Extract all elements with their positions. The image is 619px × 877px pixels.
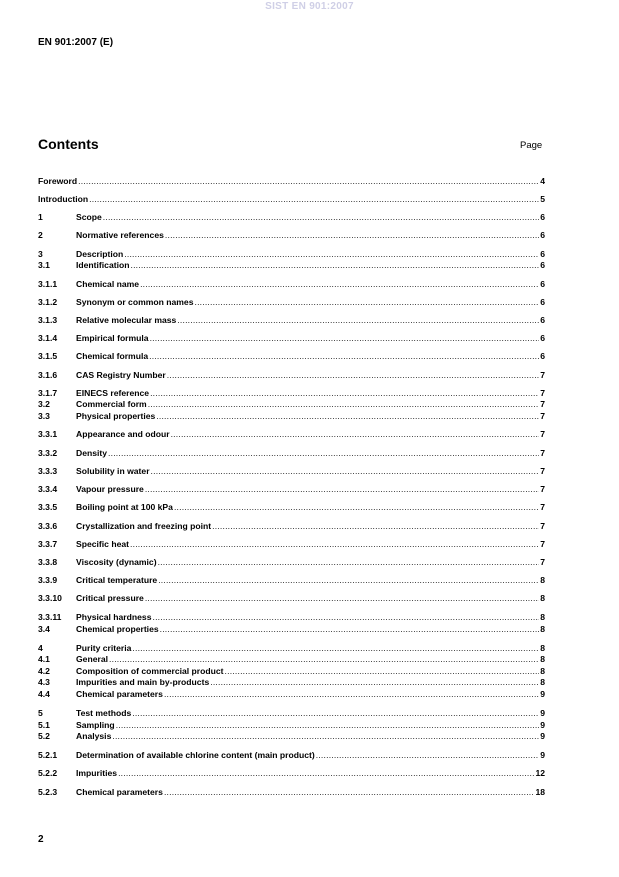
toc-entry-number: 3.1.7 — [38, 388, 58, 398]
toc-entry-page: 9 — [540, 720, 545, 730]
toc-entry-number: 3.1.6 — [38, 370, 58, 380]
toc-entry-page: 8 — [540, 677, 545, 687]
toc-entry-title: Solubility in water — [76, 466, 150, 476]
watermark: SIST EN 901:2007 — [265, 1, 354, 12]
toc-dot-leader — [158, 575, 539, 586]
toc-entry-number: 3.3 — [38, 411, 50, 421]
toc-entry-page: 8 — [540, 593, 545, 603]
toc-entry-page: 6 — [540, 279, 545, 289]
toc-entry[interactable] — [38, 612, 545, 623]
toc-dot-leader — [164, 689, 539, 700]
toc-entry-title: General — [76, 654, 109, 664]
toc-entry-number: 3.3.11 — [38, 612, 62, 622]
toc-entry-number: 3.4 — [38, 624, 50, 634]
toc-entry-page: 8 — [540, 654, 545, 664]
page-column-label: Page — [520, 140, 543, 151]
toc-entry[interactable] — [38, 708, 545, 719]
toc-entry[interactable] — [38, 466, 545, 477]
toc-entry-number: 5 — [38, 708, 43, 718]
toc-entry[interactable] — [38, 194, 545, 205]
toc-entry-title: Identification — [76, 260, 130, 270]
toc-entry[interactable] — [38, 557, 545, 568]
toc-entry-title: Impurities — [76, 768, 118, 778]
toc-entry[interactable] — [38, 643, 545, 654]
toc-entry-title: Density — [76, 448, 108, 458]
toc-dot-leader — [212, 521, 539, 532]
toc-entry[interactable] — [38, 768, 545, 779]
toc-entry[interactable] — [38, 677, 545, 688]
toc-entry-page: 8 — [540, 643, 545, 653]
toc-dot-leader — [78, 176, 539, 187]
toc-entry[interactable] — [38, 689, 545, 700]
toc-dot-leader — [150, 333, 540, 344]
toc-dot-leader — [167, 370, 539, 381]
toc-entry-number: 3.1.2 — [38, 297, 58, 307]
toc-entry-title: Crystallization and freezing point — [76, 521, 212, 531]
toc-entry-number: 4.4 — [38, 689, 50, 699]
toc-dot-leader — [165, 230, 539, 241]
toc-entry-page: 7 — [540, 466, 545, 476]
toc-entry-page: 7 — [540, 448, 545, 458]
toc-entry-number: 3.3.9 — [38, 575, 58, 585]
toc-entry-number: 4.1 — [38, 654, 50, 664]
toc-entry-title: Viscosity (dynamic) — [76, 557, 157, 567]
toc-entry[interactable] — [38, 230, 545, 241]
toc-entry[interactable] — [38, 502, 545, 513]
toc-dot-leader — [112, 731, 539, 742]
toc-entry-page: 6 — [540, 333, 545, 343]
toc-dot-leader — [132, 643, 539, 654]
toc-dot-leader — [149, 351, 539, 362]
toc-entry-title: EINECS reference — [76, 388, 150, 398]
toc-dot-leader — [156, 411, 539, 422]
toc-entry-page: 9 — [540, 708, 545, 718]
toc-entry-number: 3.3.1 — [38, 429, 58, 439]
toc-entry[interactable] — [38, 176, 545, 187]
toc-entry-page: 9 — [540, 750, 545, 760]
toc-entry-number: 4.2 — [38, 666, 50, 676]
toc-entry-page: 7 — [540, 484, 545, 494]
toc-entry-title: Specific heat — [76, 539, 130, 549]
toc-entry-page: 7 — [540, 399, 545, 409]
toc-entry-title: Analysis — [76, 731, 112, 741]
toc-dot-leader — [124, 249, 539, 260]
toc-entry-page: 7 — [540, 411, 545, 421]
toc-dot-leader — [174, 502, 539, 513]
toc-dot-leader — [116, 720, 540, 731]
toc-entry[interactable] — [38, 212, 545, 223]
toc-dot-leader — [152, 612, 539, 623]
toc-dot-leader — [145, 484, 539, 495]
toc-entry-title: Description — [76, 249, 124, 259]
toc-entry-number: 3.1 — [38, 260, 50, 270]
toc-entry-page: 7 — [540, 557, 545, 567]
toc-entry-page: 9 — [540, 689, 545, 699]
toc-dot-leader — [177, 315, 539, 326]
toc-dot-leader — [108, 448, 539, 459]
toc-entry-page: 6 — [540, 315, 545, 325]
toc-entry-title: Chemical formula — [76, 351, 149, 361]
toc-entry-number: 3.1.4 — [38, 333, 58, 343]
toc-entry-page: 4 — [540, 176, 545, 186]
toc-entry-title: Chemical parameters — [76, 689, 163, 699]
toc-entry[interactable] — [38, 731, 545, 742]
toc-entry-number: 3.3.2 — [38, 448, 58, 458]
toc-entry[interactable] — [38, 787, 545, 798]
toc-entry-title: Boiling point at 100 kPa — [76, 502, 173, 512]
toc-entry-number: 5.2 — [38, 731, 50, 741]
toc-dot-leader — [158, 557, 540, 568]
toc-entry-title: Introduction — [38, 194, 89, 204]
toc-dot-leader — [160, 624, 540, 635]
toc-entry[interactable] — [38, 575, 545, 586]
toc-entry-page: 7 — [540, 429, 545, 439]
toc-entry-number: 3.3.6 — [38, 521, 58, 531]
toc-entry-page: 7 — [540, 388, 545, 398]
toc-entry[interactable] — [38, 720, 545, 731]
toc-entry-number: 3.3.4 — [38, 484, 58, 494]
toc-entry-title: Empirical formula — [76, 333, 149, 343]
toc-dot-leader — [145, 593, 539, 604]
toc-entry[interactable] — [38, 593, 545, 604]
toc-entry-title: Physical hardness — [76, 612, 152, 622]
toc-entry-title: Normative references — [76, 230, 164, 240]
toc-dot-leader — [109, 654, 539, 665]
toc-entry[interactable] — [38, 351, 545, 362]
toc-entry[interactable] — [38, 315, 545, 326]
toc-entry[interactable] — [38, 279, 545, 290]
toc-entry-title: Vapour pressure — [76, 484, 144, 494]
toc-dot-leader — [164, 787, 535, 798]
toc-entry-page: 12 — [535, 768, 545, 778]
toc-dot-leader — [103, 212, 539, 223]
toc-entry[interactable] — [38, 333, 545, 344]
toc-entry-number: 4.3 — [38, 677, 50, 687]
toc-entry[interactable] — [38, 521, 545, 532]
toc-entry-page: 8 — [540, 624, 545, 634]
toc-dot-leader — [316, 750, 539, 761]
toc-dot-leader — [150, 388, 539, 399]
toc-entry-page: 9 — [540, 731, 545, 741]
toc-entry-page: 6 — [540, 212, 545, 222]
toc-entry-number: 5.2.3 — [38, 787, 58, 797]
toc-entry-number: 3.3.8 — [38, 557, 58, 567]
contents-title: Contents — [38, 136, 99, 152]
toc-entry-title: Relative molecular mass — [76, 315, 177, 325]
toc-entry-number: 1 — [38, 212, 43, 222]
toc-entry-page: 6 — [540, 230, 545, 240]
toc-entry-title: Determination of available chlorine content (main product) — [76, 750, 315, 760]
toc-entry-page: 18 — [535, 787, 545, 797]
toc-entry[interactable] — [38, 249, 545, 260]
toc-entry[interactable] — [38, 484, 545, 495]
toc-entry-title: Scope — [76, 212, 102, 222]
toc-entry-number: 5.1 — [38, 720, 50, 730]
toc-dot-leader — [130, 260, 539, 271]
toc-entry[interactable] — [38, 666, 545, 677]
toc-entry-title: Commercial form — [76, 399, 147, 409]
toc-entry-page: 7 — [540, 539, 545, 549]
toc-entry-number: 5.2.2 — [38, 768, 58, 778]
toc-dot-leader — [194, 297, 539, 308]
toc-entry-number: 3.3.5 — [38, 502, 58, 512]
toc-entry-page: 8 — [540, 612, 545, 622]
toc-entry-title: Chemical parameters — [76, 787, 163, 797]
toc-entry-number: 3.1.3 — [38, 315, 58, 325]
toc-entry-page: 7 — [540, 521, 545, 531]
toc-entry[interactable] — [38, 539, 545, 550]
toc-dot-leader — [151, 466, 540, 477]
toc-entry-title: Test methods — [76, 708, 132, 718]
page-number: 2 — [38, 834, 44, 845]
toc-entry-title: Composition of commercial product — [76, 666, 224, 676]
toc-entry-title: Purity criteria — [76, 643, 132, 653]
toc-entry-number: 5.2.1 — [38, 750, 58, 760]
toc-entry-page: 7 — [540, 502, 545, 512]
toc-entry-title: Critical pressure — [76, 593, 144, 603]
toc-entry-page: 8 — [540, 575, 545, 585]
toc-entry-number: 4 — [38, 643, 43, 653]
toc-entry-page: 6 — [540, 351, 545, 361]
toc-entry-title: Foreword — [38, 176, 78, 186]
toc-entry-page: 6 — [540, 260, 545, 270]
toc-entry-title: Critical temperature — [76, 575, 158, 585]
toc-entry-title: Chemical name — [76, 279, 140, 289]
toc-dot-leader — [148, 399, 540, 410]
toc-entry-page: 7 — [540, 370, 545, 380]
toc-entry[interactable] — [38, 411, 545, 422]
toc-entry-number: 3.3.7 — [38, 539, 58, 549]
toc-entry[interactable] — [38, 399, 545, 410]
toc-entry-title: Physical properties — [76, 411, 156, 421]
toc-entry-title: Synonym or common names — [76, 297, 194, 307]
document-id: EN 901:2007 (E) — [38, 37, 114, 48]
toc-entry-number: 3.1.5 — [38, 351, 58, 361]
toc-entry-page: 6 — [540, 297, 545, 307]
toc-entry-page: 8 — [540, 666, 545, 676]
toc-entry[interactable] — [38, 370, 545, 381]
toc-dot-leader — [225, 666, 540, 677]
toc-entry[interactable] — [38, 624, 545, 635]
toc-entry-number: 3.2 — [38, 399, 50, 409]
toc-entry[interactable] — [38, 448, 545, 459]
toc-dot-leader — [140, 279, 539, 290]
toc-dot-leader — [89, 194, 539, 205]
toc-entry-number: 2 — [38, 230, 43, 240]
toc-entry-page: 6 — [540, 249, 545, 259]
toc-entry-title: CAS Registry Number — [76, 370, 166, 380]
toc-entry-number: 3.3.10 — [38, 593, 62, 603]
toc-entry-title: Sampling — [76, 720, 115, 730]
toc-entry-page: 5 — [540, 194, 545, 204]
toc-dot-leader — [210, 677, 539, 688]
toc-entry[interactable] — [38, 654, 545, 665]
toc-entry[interactable] — [38, 750, 545, 761]
toc-entry-title: Impurities and main by-products — [76, 677, 210, 687]
toc-dot-leader — [132, 708, 539, 719]
toc-entry[interactable] — [38, 260, 545, 271]
toc-entry[interactable] — [38, 297, 545, 308]
toc-dot-leader — [171, 429, 540, 440]
toc-entry[interactable] — [38, 388, 545, 399]
toc-entry-title: Appearance and odour — [76, 429, 170, 439]
toc-dot-leader — [130, 539, 539, 550]
toc-entry-title: Chemical properties — [76, 624, 159, 634]
toc-dot-leader — [118, 768, 534, 779]
toc-entry-number: 3 — [38, 249, 43, 259]
toc-entry-number: 3.1.1 — [38, 279, 58, 289]
toc-entry-number: 3.3.3 — [38, 466, 58, 476]
toc-entry[interactable] — [38, 429, 545, 440]
